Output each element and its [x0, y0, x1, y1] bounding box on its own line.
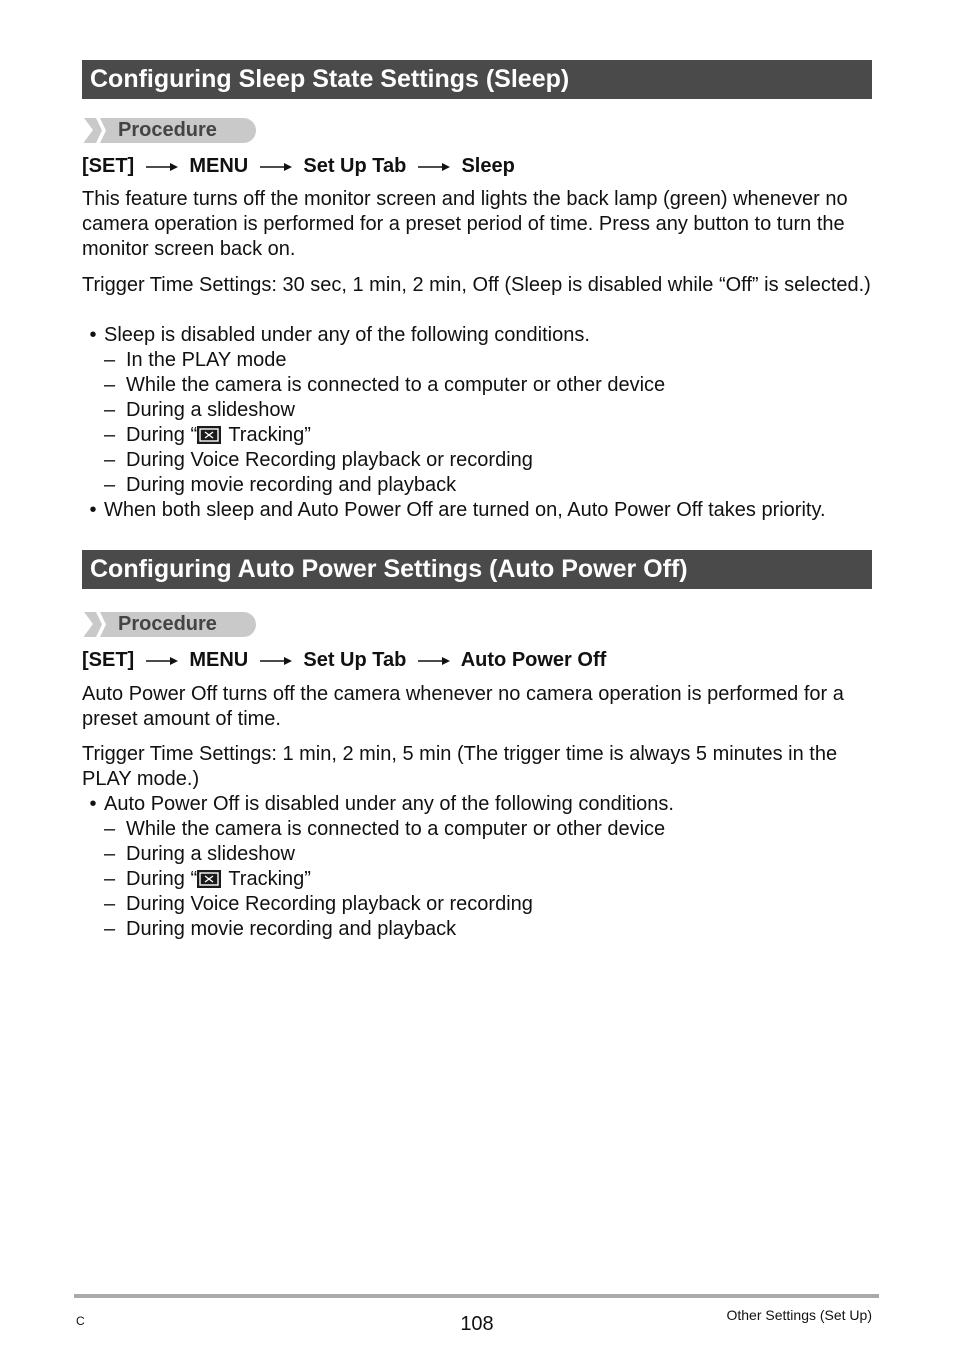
arrow-right-icon — [418, 162, 450, 172]
autopower-trigger-settings: Trigger Time Settings: 1 min, 2 min, 5 min (The trigger time is always 5 minutes in the PLAY mode.) — [82, 743, 838, 790]
sleep-menu-path — [82, 153, 515, 179]
autopower-menu-path — [82, 647, 606, 673]
autopower-procedure-tag — [84, 612, 256, 637]
arrow-right-icon — [418, 656, 450, 666]
arrow-right-icon — [260, 656, 292, 666]
sleep-procedure-tag — [84, 118, 256, 143]
tracking-icon — [197, 870, 221, 888]
autopower-description: Auto Power Off turns off the camera whenever no camera operation is performed for a preset amount of time. — [82, 683, 844, 730]
bullet-mark: • — [89, 324, 97, 346]
sleep-section-heading: Configuring Sleep State Settings (Sleep) — [82, 60, 872, 99]
path-step: [SET] — [82, 649, 135, 671]
sleep-trigger-settings: Trigger Time Settings: 30 sec, 1 min, 2 min, Off (Sleep is disabled while “Off” is selected.) — [82, 274, 871, 296]
page-number: 108 — [460, 1313, 494, 1335]
list-item: – During “ Tracking” — [104, 424, 311, 446]
tracking-icon — [197, 426, 221, 444]
path-step: Set Up Tab — [303, 155, 407, 177]
path-step: Sleep — [461, 155, 515, 177]
list-item: – During a slideshow — [104, 843, 295, 865]
list-item: – During “ Tracking” — [104, 868, 311, 890]
footer-language-code: C — [76, 1314, 85, 1328]
autopower-section-heading: Configuring Auto Power Settings (Auto Power Off) — [82, 550, 872, 589]
path-step: MENU — [189, 649, 249, 671]
list-item: – During Voice Recording playback or recording — [104, 893, 533, 915]
path-step: [SET] — [82, 155, 135, 177]
path-step: MENU — [189, 155, 249, 177]
list-item: – While the camera is connected to a computer or other device — [104, 818, 666, 840]
footer-divider — [74, 1294, 879, 1298]
procedure-chevron-icon — [96, 118, 106, 143]
procedure-chevron-icon — [84, 118, 93, 142]
list-item: – During movie recording and playback — [104, 918, 457, 940]
procedure-chevron-icon — [84, 612, 93, 636]
procedure-chevron-icon — [96, 612, 106, 637]
footer-section-title: Other Settings (Set Up) — [726, 1307, 872, 1323]
list-item: – During a slideshow — [104, 399, 295, 421]
list-item: – In the PLAY mode — [104, 349, 287, 371]
list-item: – During Voice Recording playback or recording — [104, 449, 533, 471]
sleep-bullet-disabled: • Sleep is disabled under any of the following conditions. — [82, 323, 590, 348]
autopower-bullet-disabled: • Auto Power Off is disabled under any of the following conditions. — [89, 793, 674, 815]
list-item: – While the camera is connected to a computer or other device — [104, 374, 666, 396]
arrow-right-icon — [146, 162, 178, 172]
path-step: Auto Power Off — [460, 649, 607, 671]
procedure-label: Procedure — [118, 613, 217, 635]
procedure-label: Procedure — [118, 119, 217, 141]
sleep-bullet-priority: • When both sleep and Auto Power Off are turned on, Auto Power Off takes priority. — [89, 499, 826, 521]
path-step: Set Up Tab — [303, 649, 407, 671]
arrow-right-icon — [260, 162, 292, 172]
list-item: – During movie recording and playback — [104, 474, 457, 496]
sleep-description: This feature turns off the monitor screen and lights the back lamp (green) whenever no camera operation is performed for a preset period of time. Press any button to turn the monitor screen back on. — [82, 188, 848, 260]
arrow-right-icon — [146, 656, 178, 666]
